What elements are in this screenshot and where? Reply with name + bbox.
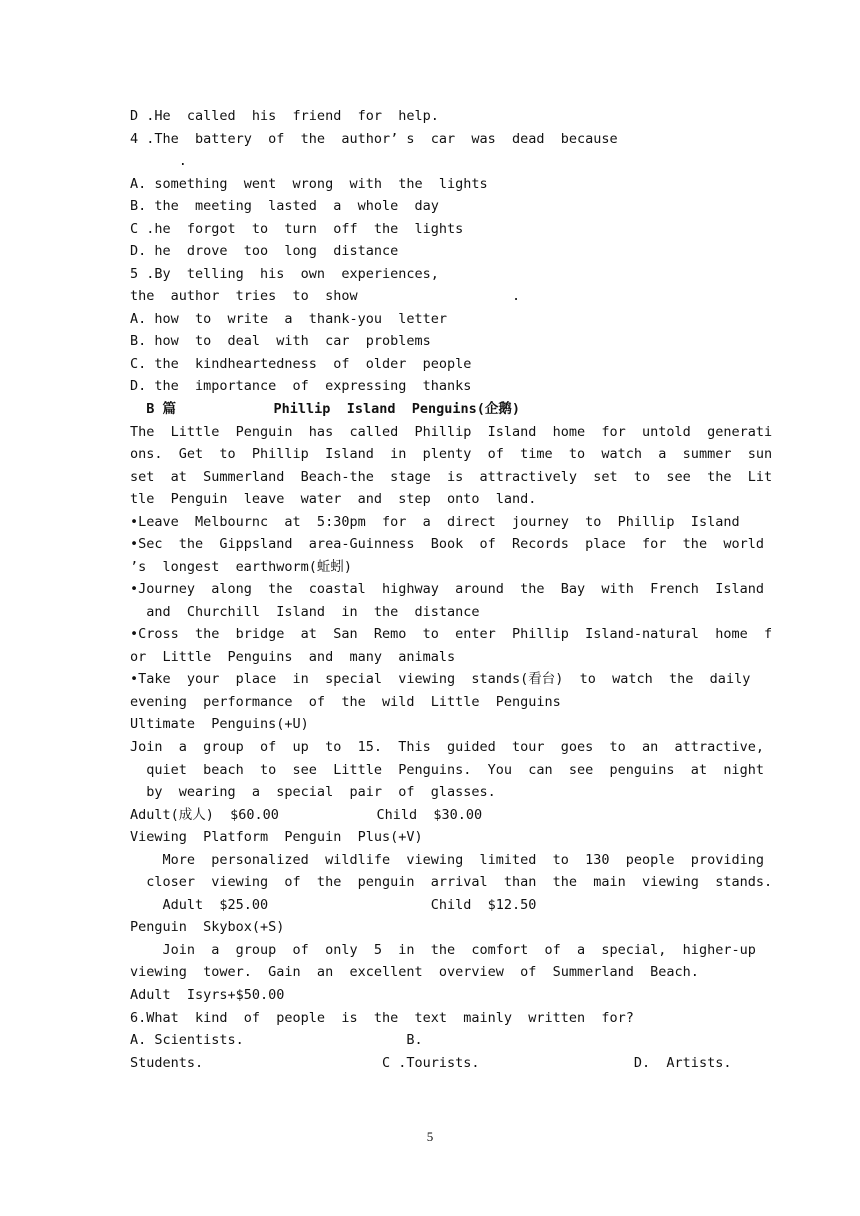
text-line: ’s longest earthworm(蚯蚓)	[130, 559, 353, 575]
text-line: 4 .The battery of the author’ s car was dead because	[130, 131, 618, 147]
text-line: B. the meeting lasted a whole day	[130, 198, 439, 214]
bullet-item: •Journey along the coastal highway around the Bay with French Island	[130, 581, 764, 597]
question: 6.What kind of people is the text mainly written for?	[130, 1010, 634, 1026]
text-line: A. something went wrong with the lights	[130, 176, 488, 192]
text-line: D .He called his friend for help.	[130, 108, 439, 124]
price-line: Adult Isyrs+$50.00	[130, 987, 285, 1003]
text-line: D. he drove too long distance	[130, 243, 399, 259]
text-line: C. the kindheartedness of older people	[130, 356, 472, 372]
bullet-item: •Take your place in special viewing stands(看台) to watch the daily	[130, 671, 751, 687]
text-line: quiet beach to see Little Penguins. You can see penguins at night	[130, 762, 764, 778]
text-line: tle Penguin leave water and step onto land.	[130, 491, 537, 507]
text-line: viewing tower. Gain an excellent overview of Summerland Beach.	[130, 964, 699, 980]
text-line: 5 .By telling his own experiences,	[130, 266, 439, 282]
price-line: Adult(成人) $60.00 Child $30.00	[130, 807, 483, 823]
text-line: the author tries to show .	[130, 288, 521, 304]
text-line: .	[130, 153, 187, 169]
text-line: A. how to write a thank-you letter	[130, 311, 447, 327]
text-line: evening performance of the wild Little Penguins	[130, 694, 561, 710]
text-line: closer viewing of the penguin arrival than the main viewing stands.	[130, 874, 773, 890]
tour-title: Ultimate Penguins(+U)	[130, 716, 309, 732]
tour-title: Penguin Skybox(+S)	[130, 919, 285, 935]
text-line: Join a group of up to 15. This guided tour goes to an attractive,	[130, 739, 764, 755]
page-number: 5	[426, 1129, 434, 1144]
bullet-item: •Sec the Gippsland area-Guinness Book of Records place for the world	[130, 536, 764, 552]
tour-title: Viewing Platform Penguin Plus(+V)	[130, 829, 423, 845]
text-line: by wearing a special pair of glasses.	[130, 784, 496, 800]
text-line: or Little Penguins and many animals	[130, 649, 456, 665]
text-line: C .he forgot to turn off the lights	[130, 221, 464, 237]
text-line: Join a group of only 5 in the comfort of a special, higher-up	[130, 942, 756, 958]
text-line: ons. Get to Phillip Island in plenty of time to watch a summer sun	[130, 446, 773, 462]
answer-options: Students. C .Tourists. D. Artists.	[130, 1055, 732, 1071]
answer-options: A. Scientists. B.	[130, 1032, 423, 1048]
section-heading: B 篇 Phillip Island Penguins(企鹅)	[130, 401, 520, 417]
price-line: Adult $25.00 Child $12.50	[130, 897, 537, 913]
text-line: The Little Penguin has called Phillip Island home for untold generati	[130, 424, 773, 440]
text-line: set at Summerland Beach-the stage is attractively set to see the Lit	[130, 469, 773, 485]
bullet-item: •Leave Melbournc at 5:30pm for a direct journey to Phillip Island	[130, 514, 740, 530]
text-line: D. the importance of expressing thanks	[130, 378, 472, 394]
text-line: B. how to deal with car problems	[130, 333, 431, 349]
text-line: More personalized wildlife viewing limited to 130 people providing	[130, 852, 764, 868]
text-line: and Churchill Island in the distance	[130, 604, 480, 620]
bullet-item: •Cross the bridge at San Remo to enter Phillip Island-natural home f	[130, 626, 773, 642]
